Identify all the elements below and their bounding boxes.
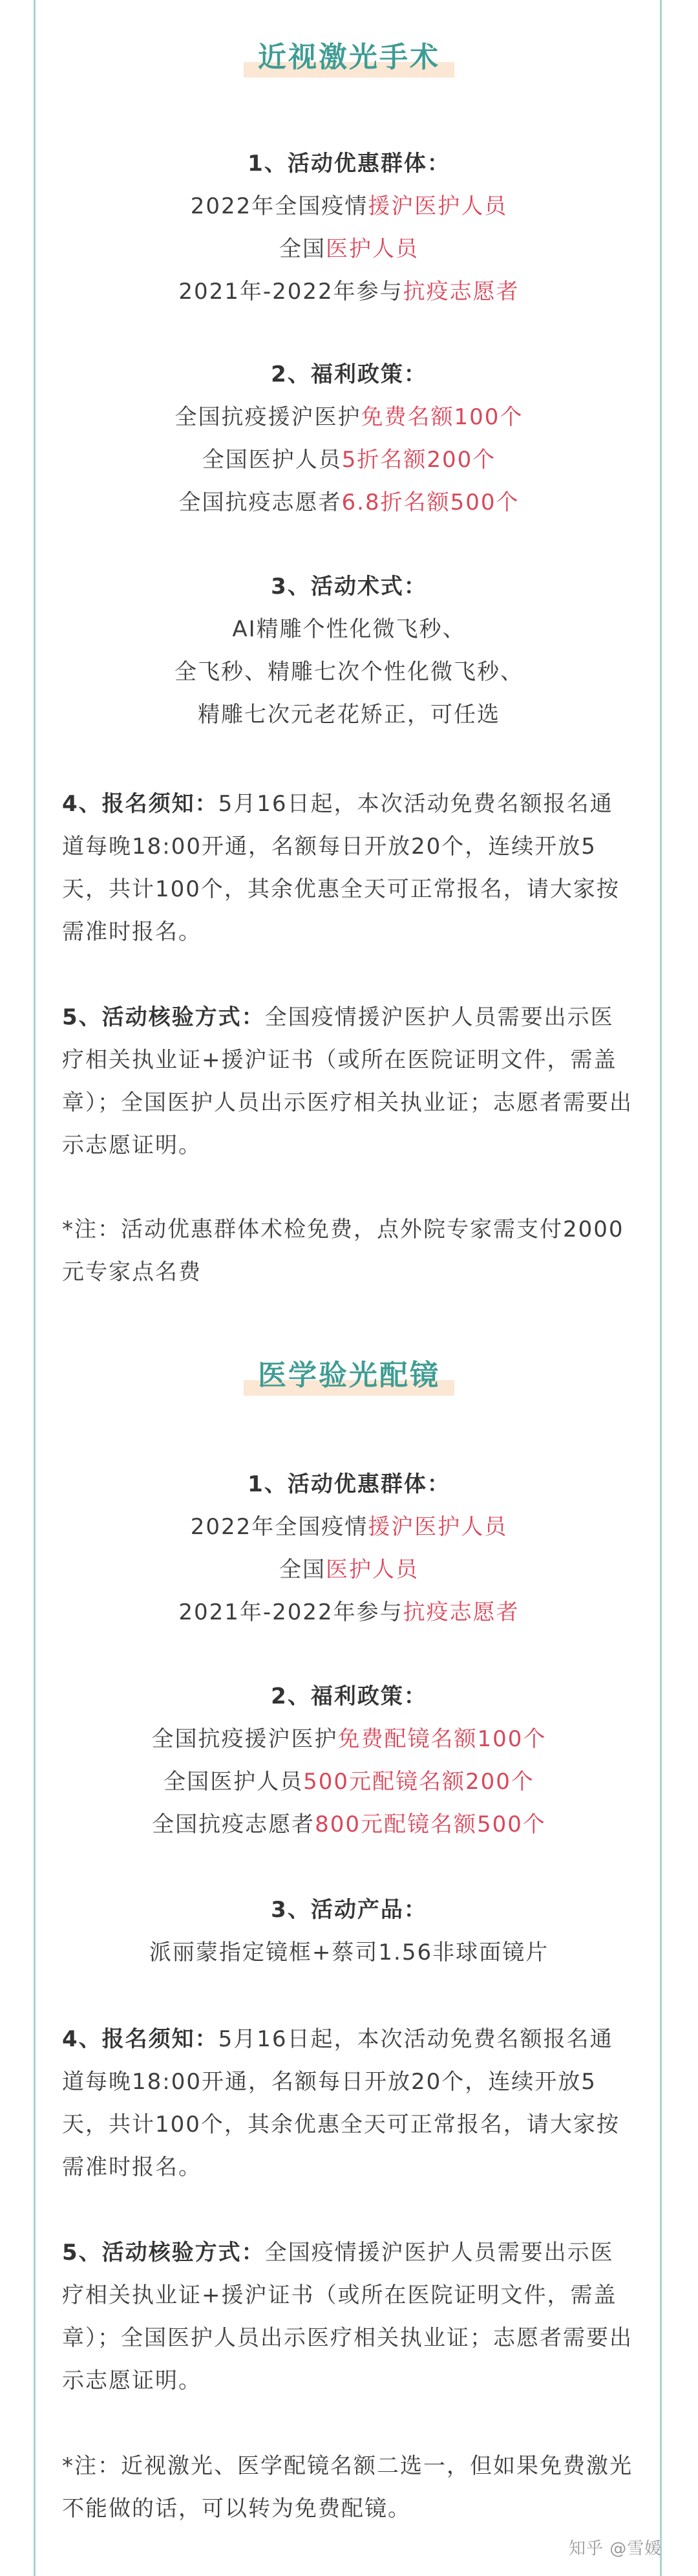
section1-note: *注：活动优惠群体术检免费，点外院专家需支付2000元专家点名费 [62,1217,624,1285]
section2-group [0,1463,698,1634]
section1-policy-line3: 全国抗疫志愿者6.8折名额500个 [178,490,520,515]
section2-policy-line2: 全国医护人员500元配镜名额200个 [164,1769,534,1795]
section2-product-heading: 3、活动产品： [271,1897,427,1923]
section1-surgery-line3: 精雕七次元老花矫正，可任选 [198,702,500,728]
section2-group-heading: 1、活动优惠群体： [248,1471,450,1497]
section1-group [0,142,698,313]
section2-title: 医学验光配镜 [245,1356,453,1396]
section1-policy [0,353,698,524]
section1-signup: 4、报名须知：5月16日起，本次活动免费名额报名通道每晚18:00开通，名额每日开放20个，连续开放5天，共计100个，其余优惠全天可正常报名，请大家按需准时报名。 [62,791,620,945]
section2-policy-heading: 2、福利政策： [271,1683,427,1709]
section1-policy-line1: 全国抗疫援沪医护免费名额100个 [174,404,524,430]
section2-policy [0,1675,698,1846]
section2-product [0,1889,698,1974]
section2-verify: 5、活动核验方式：全国疫情援沪医护人员需要出示医疗相关执业证+援沪证书（或所在医院证明文件，需盖章）；全国医护人员出示医疗相关执业证；志愿者需要出示志愿证明。 [62,2240,633,2394]
section1-policy-heading: 2、福利政策： [271,362,427,387]
section2-policy-line3: 全国抗疫志愿者800元配镜名额500个 [152,1812,546,1837]
section1-group-line2: 全国医护人员 [279,236,419,262]
section1-surgery [0,565,698,736]
section2-product-line1: 派丽蒙指定镜框+蔡司1.56非球面镜片 [149,1940,549,1965]
section1-surgery-line1: AI精雕个性化微飞秒、 [232,616,466,642]
watermark: 知乎 @雪媛 [569,2539,662,2559]
section1-verify: 5、活动核验方式：全国疫情援沪医护人员需要出示医疗相关执业证+援沪证书（或所在医院证明文件，需盖章）；全国医护人员出示医疗相关执业证；志愿者需要出示志愿证明。 [62,1004,633,1158]
section1-title-wrap [0,38,698,78]
section1-surgery-line2: 全飞秒、精雕七次个性化微飞秒、 [174,659,524,685]
section1-policy-line2: 全国医护人员5折名额200个 [202,447,496,473]
section1-surgery-heading: 3、活动术式： [271,574,427,600]
section2-policy-line1: 全国抗疫援沪医护免费配镜名额100个 [151,1726,547,1752]
section1-group-heading: 1、活动优惠群体： [248,151,450,177]
section2-group-line3: 2021年-2022年参与抗疫志愿者 [178,1599,520,1625]
section2-note: *注：近视激光、医学配镜名额二选一，但如果免费激光不能做的话，可以转为免费配镜。 [62,2453,633,2522]
section1-group-line1: 2022年全国疫情援沪医护人员 [190,193,508,219]
section1-group-line3: 2021年-2022年参与抗疫志愿者 [178,279,520,305]
section2-title-wrap [0,1356,698,1396]
section1-title: 近视激光手术 [245,38,453,78]
section2-signup: 4、报名须知：5月16日起，本次活动免费名额报名通道每晚18:00开通，名额每日开放20个，连续开放5天，共计100个，其余优惠全天可正常报名，请大家按需准时报名。 [62,2026,620,2180]
section2-group-line2: 全国医护人员 [279,1557,419,1583]
section2-group-line1: 2022年全国疫情援沪医护人员 [190,1514,508,1540]
